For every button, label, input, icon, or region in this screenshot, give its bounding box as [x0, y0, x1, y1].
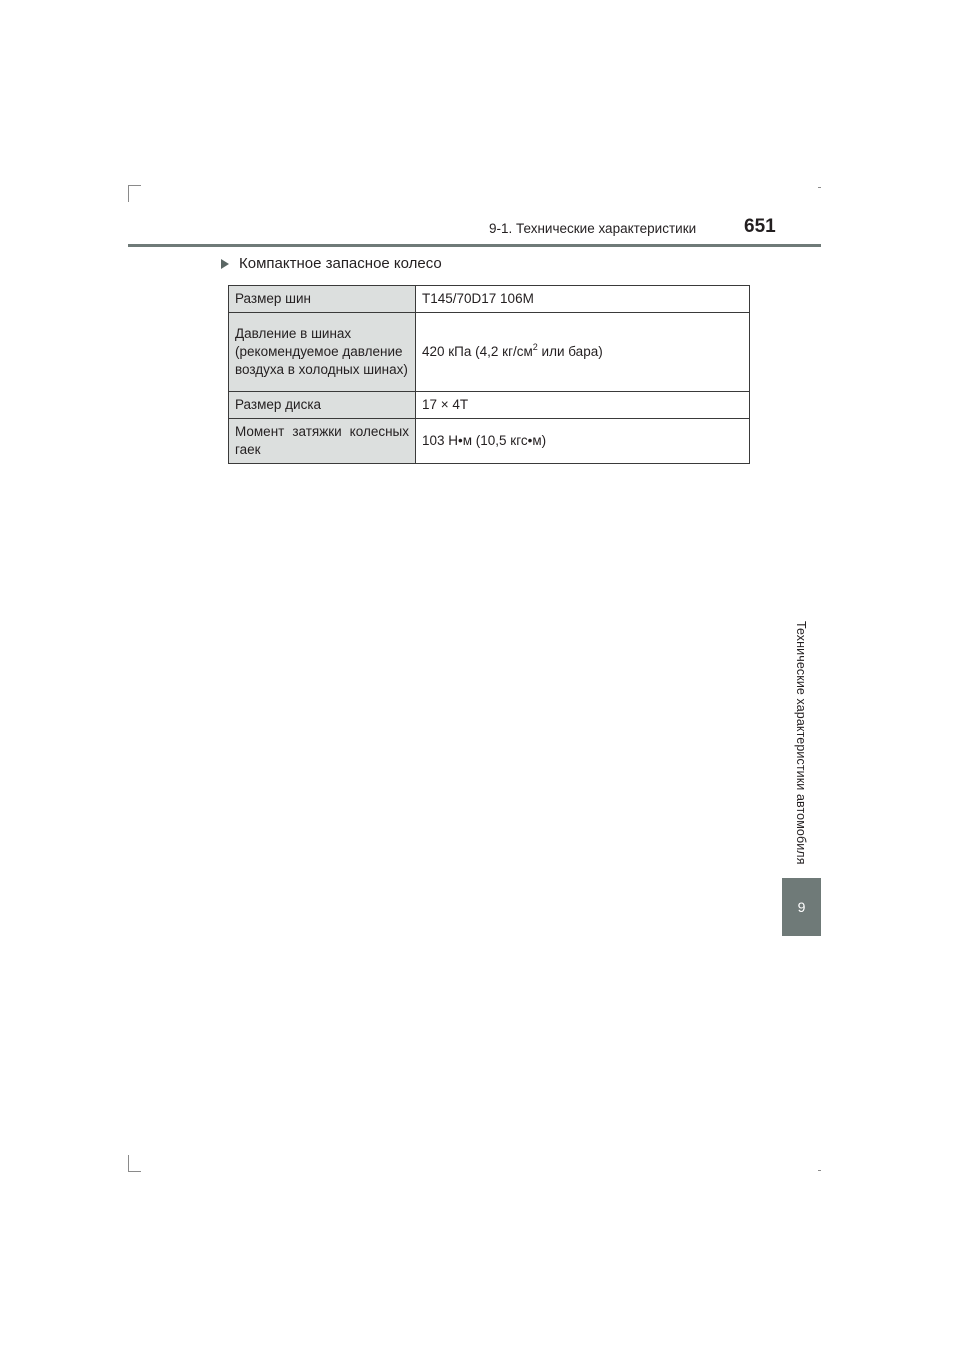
crop-mark-top-left-v — [128, 185, 129, 202]
row-value-suffix: или бара) — [537, 344, 603, 359]
section-heading-text: Компактное запасное колесо — [239, 255, 442, 272]
chapter-tab — [782, 878, 821, 936]
table-row — [229, 392, 750, 419]
row-value: 17 × 4T — [416, 392, 750, 419]
row-label: Момент затяжки колесных гаек — [229, 419, 416, 464]
crop-mark-top-left-h — [128, 185, 141, 186]
chapter-side-title-text: Технические характеристики автомобиля — [794, 620, 808, 865]
row-value-superscript: 2 — [532, 342, 538, 352]
crop-mark-top-right — [818, 187, 821, 188]
row-label: Давление в шинах (рекомендуемое давление воздуха в холодных шинах) — [229, 313, 416, 392]
chapter-side-title — [782, 615, 820, 870]
row-value-prefix: 420 кПа (4,2 кг/см — [422, 344, 533, 359]
running-header-section: 9-1. Технические характеристики — [489, 221, 697, 236]
row-label: Размер шин — [229, 286, 416, 313]
table-row — [229, 313, 750, 392]
crop-mark-bottom-left-v — [128, 1155, 129, 1172]
row-value: T145/70D17 106M — [416, 286, 750, 313]
spare-wheel-spec-table — [228, 285, 750, 464]
triangle-bullet-icon — [221, 259, 229, 269]
table-row — [229, 286, 750, 313]
row-label: Размер диска — [229, 392, 416, 419]
page-number: 651 — [744, 216, 776, 237]
table-row — [229, 419, 750, 464]
header-rule — [128, 244, 821, 247]
row-value — [416, 313, 750, 392]
crop-mark-bottom-right — [818, 1170, 821, 1171]
row-value: 103 Н•м (10,5 кгс•м) — [416, 419, 750, 464]
chapter-number: 9 — [797, 899, 806, 915]
crop-mark-bottom-left-h — [128, 1171, 141, 1172]
section-heading — [221, 255, 442, 272]
